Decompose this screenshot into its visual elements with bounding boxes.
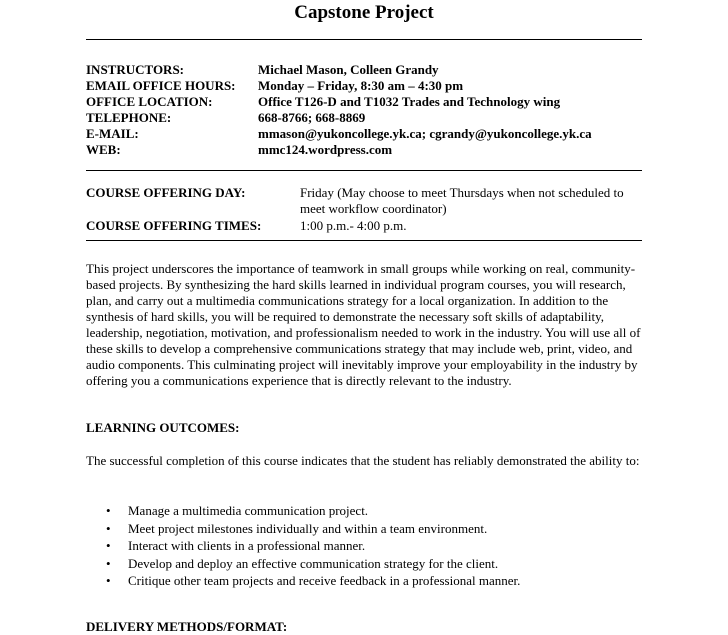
bullet-icon: • <box>106 555 111 571</box>
outcome-text: Manage a multimedia communication project. <box>128 503 369 518</box>
info-value: mmc124.wordpress.com <box>258 142 393 157</box>
list-item <box>106 537 520 555</box>
info-label: INSTRUCTORS: <box>86 62 185 77</box>
outcome-text: Critique other team projects and receive feedback in a professional manner. <box>128 573 521 588</box>
outcome-text: Interact with clients in a professional manner. <box>128 538 366 553</box>
delivery-methods-heading: DELIVERY METHODS/FORMAT: <box>86 619 288 634</box>
info-row-email-hours <box>86 78 592 94</box>
list-item <box>106 520 520 538</box>
info-label: WEB: <box>86 142 121 157</box>
bullet-icon: • <box>106 538 111 553</box>
offering-label: COURSE OFFERING TIMES: <box>86 217 262 233</box>
info-label: EMAIL OFFICE HOURS: <box>86 78 236 93</box>
info-row-telephone <box>86 110 592 126</box>
offering-label: COURSE OFFERING DAY: <box>86 185 246 200</box>
list-item <box>106 555 520 573</box>
info-label: TELEPHONE: <box>86 110 172 125</box>
course-offering <box>86 185 645 235</box>
divider <box>86 39 642 40</box>
outcome-text: Meet project milestones individually and within a team environment. <box>128 520 488 536</box>
list-item <box>106 572 520 590</box>
info-row-instructors <box>86 62 592 78</box>
info-value: mmason@yukoncollege.yk.ca; cgrandy@yukoncollege.yk.ca <box>258 126 592 141</box>
outcomes-list <box>106 502 520 590</box>
info-value: Office T126-D and T1032 Trades and Technology wing <box>258 94 561 109</box>
offering-times-row <box>86 218 645 234</box>
info-value: 668-8766; 668-8869 <box>258 110 366 125</box>
divider <box>86 170 642 171</box>
page-title: Capstone Project <box>294 2 434 23</box>
contact-info <box>86 62 592 158</box>
info-label: OFFICE LOCATION: <box>86 94 213 109</box>
outcome-text: Develop and deploy an effective communication strategy for the client. <box>128 555 499 571</box>
info-label: E-MAIL: <box>86 126 139 141</box>
info-value: Michael Mason, Colleen Grandy <box>258 62 439 77</box>
course-description: This project underscores the importance of teamwork in small groups while working on real, community-based projects. By synthesizing the hard skills learned in individual program courses, you will research, plan, and carry out a multimedia communications strategy for a local organization. In addition to the synthesis of hard skills, you will be required to demonstrate the necessary soft skills of adaptability, leadership, negotiation, motivation, and professionalism needed to work in the industry. You will use all of these skills to develop a comprehensive communications strategy that may include web, print, video, and audio components. This culminating project will inevitably improve your employability in the industry by offering you a communications experience that is directly relevant to the industry. <box>86 261 641 388</box>
info-row-web <box>86 142 592 158</box>
bullet-icon: • <box>106 520 111 536</box>
offering-day-row <box>86 185 645 216</box>
learning-outcomes-heading: LEARNING OUTCOMES: <box>86 420 240 435</box>
list-item <box>106 502 520 520</box>
bullet-icon: • <box>106 503 111 518</box>
info-value: Monday – Friday, 8:30 am – 4:30 pm <box>258 78 464 93</box>
offering-value: Friday (May choose to meet Thursdays when not scheduled to meet workflow coordinator) <box>300 185 624 216</box>
bullet-icon: • <box>106 573 111 588</box>
learning-intro: The successful completion of this course indicates that the student has reliably demonstrated the ability to: <box>86 453 640 468</box>
offering-value: 1:00 p.m.- 4:00 p.m. <box>300 217 407 233</box>
divider <box>86 240 642 241</box>
info-row-email <box>86 126 592 142</box>
info-row-office <box>86 94 592 110</box>
